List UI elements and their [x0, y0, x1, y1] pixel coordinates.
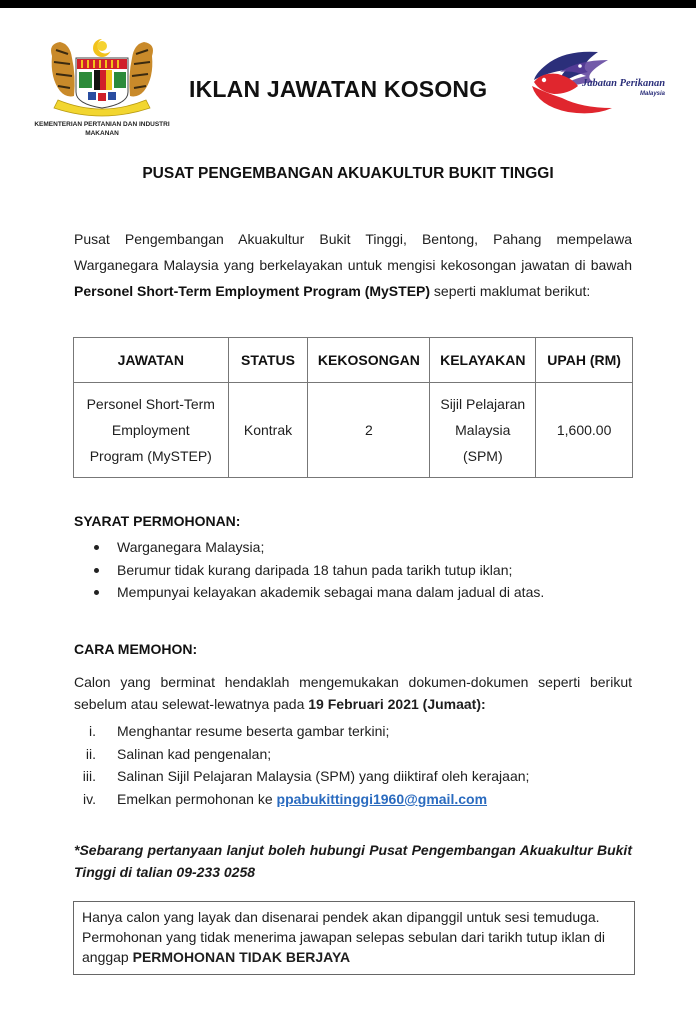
notice-text: Hanya calon yang layak dan disenarai pendek akan dipanggil untuk sesi temuduga. Permohonan yang tidak menerima jawapan selepas sebulan dari tarikh tutup iklan di anggap	[82, 909, 605, 965]
item-number: iii.	[82, 768, 96, 785]
malaysia-coat-of-arms-icon	[44, 36, 160, 118]
page-title: IKLAN JAWATAN KOSONG	[189, 76, 488, 102]
item-number: i.	[89, 723, 96, 739]
cell-status: Kontrak	[228, 383, 308, 478]
department-logo-text: Jabatan Perikanan	[582, 78, 666, 89]
requirement-text: Warganegara Malaysia;	[117, 539, 265, 555]
list-item	[74, 788, 529, 811]
cell-kelayakan: Sijil Pelajaran Malaysia (SPM)	[430, 383, 536, 478]
list-item	[74, 559, 544, 582]
notice-bold: PERMOHONAN TIDAK BERJAYA	[132, 949, 351, 965]
list-item	[74, 720, 529, 743]
requirements-list	[74, 536, 544, 604]
cell-jawatan: Personel Short-Term Employment Program (MySTEP)	[74, 383, 229, 478]
ministry-name: KEMENTERIAN PERTANIAN DAN INDUSTRI MAKANAN	[34, 121, 170, 137]
bullet-icon	[94, 590, 99, 595]
cell-kekosongan: 2	[308, 383, 430, 478]
how-to-apply-heading: CARA MEMOHON:	[74, 641, 198, 657]
how-to-apply-paragraph	[74, 671, 632, 715]
list-item	[74, 581, 544, 604]
document-text: Menghantar resume beserta gambar terkini;	[117, 723, 390, 739]
column-header-status: STATUS	[228, 338, 308, 383]
intro-text-end: seperti maklumat berikut:	[430, 283, 591, 299]
item-number: ii.	[85, 745, 96, 762]
list-item	[74, 743, 529, 766]
intro-program-name: Personel Short-Term Employment Program (MySTEP)	[74, 283, 431, 299]
requirement-text: Berumur tidak kurang daripada 18 tahun pada tarikh tutup iklan;	[117, 561, 513, 578]
department-logo-subtext: Malaysia	[640, 91, 666, 97]
column-header-jawatan: JAWATAN	[74, 338, 229, 383]
apply-text: Calon yang berminat hendaklah mengemukakan dokumen-dokumen seperti berikut sebelum atau selewat-lewatnya pada	[74, 674, 632, 712]
centre-title: PUSAT PENGEMBANGAN AKUAKULTUR BUKIT TINGGI	[142, 165, 554, 182]
requirement-text: Mempunyai kelayakan akademik sebagai mana dalam jadual di atas.	[117, 584, 545, 600]
table-row	[74, 383, 633, 478]
documents-list	[74, 720, 529, 810]
vacancy-table	[73, 337, 633, 478]
document-header	[0, 30, 696, 145]
cell-upah: 1,600.00	[536, 383, 633, 478]
column-header-upah: UPAH (RM)	[536, 338, 633, 383]
column-header-kelayakan: KELAYAKAN	[430, 338, 536, 383]
document-text: Salinan Sijil Pelajaran Malaysia (SPM) yang diiktiraf oleh kerajaan;	[117, 768, 530, 785]
email-link[interactable]: ppabukittinggi1960@gmail.com	[276, 790, 488, 807]
item-number: iv.	[83, 790, 96, 807]
table-header-row	[74, 338, 633, 383]
intro-paragraph	[74, 226, 632, 304]
deadline: 19 Februari 2021 (Jumaat):	[308, 696, 486, 712]
intro-text: Pusat Pengembangan Akuakultur Bukit Tinggi, Bentong, Pahang mempelawa Warganegara Malaysia yang berkelayakan untuk mengisi kekosongan jawatan di bawah	[74, 231, 632, 273]
list-item	[74, 536, 544, 559]
top-bar	[0, 0, 696, 8]
notice-box	[73, 901, 635, 975]
document-text: Salinan kad pengenalan;	[117, 745, 272, 762]
requirements-heading: SYARAT PERMOHONAN:	[74, 513, 241, 529]
list-item	[74, 765, 529, 788]
inquiry-note: *Sebarang pertanyaan lanjut boleh hubungi Pusat Pengembangan Akuakultur Bukit Tinggi di talian 09-233 0258	[74, 842, 632, 880]
bullet-icon	[94, 568, 99, 573]
bullet-icon	[94, 545, 99, 550]
column-header-kekosongan: KEKOSONGAN	[308, 338, 430, 383]
document-text: Emelkan permohonan ke	[117, 790, 277, 807]
